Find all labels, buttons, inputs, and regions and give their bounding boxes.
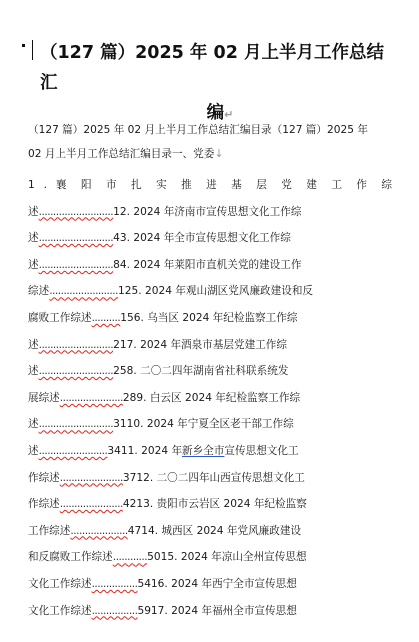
toc-text: 述 [28, 232, 39, 245]
toc-entry: 4213. 贵阳市云岩区 2024 年纪检监察 [122, 498, 307, 511]
toc-text: 腐败工作综述 [28, 311, 92, 324]
line-break-icon: ↓ [214, 147, 224, 160]
toc-entry: 12. 2024 年济南市宣传思想文化工作综 [113, 205, 302, 218]
toc-line[interactable] [28, 199, 392, 226]
toc-leader-dots: ............ [112, 551, 148, 564]
toc-line[interactable] [28, 518, 392, 545]
paragraph-marker [22, 44, 25, 47]
toc-intro[interactable] [28, 119, 390, 166]
toc-text: 作综述 [28, 498, 60, 511]
toc-leader-dots: .......................... [38, 338, 114, 351]
toc-text: 述 [28, 365, 39, 378]
toc-line[interactable] [28, 225, 392, 252]
title-line-2: 编 [206, 103, 225, 123]
toc-text: 述 [28, 205, 39, 218]
intro-line-1: （127 篇）2025 年 02 月上半月工作总结汇编目录（127 篇）2025 年 [28, 124, 368, 136]
toc-entry: 5015. 2024 年凉山全州宣传思想 [147, 551, 307, 564]
toc-text: 工作综述 [28, 524, 71, 537]
toc-leader-dots: .......................... [38, 232, 114, 245]
toc-entry: 84. 2024 年莱阳市直机关党的建设工作 [113, 258, 302, 271]
toc-entry: 5416. 2024 年西宁全市宣传思想 [137, 577, 297, 590]
toc-leader-dots: .................... [70, 524, 128, 537]
toc-line[interactable] [28, 438, 392, 465]
toc-text: 文化工作综述 [28, 604, 92, 617]
toc-entry: 156. 乌当区 2024 年纪检监察工作综 [120, 311, 298, 324]
text-cursor [32, 40, 33, 60]
toc-line[interactable] [28, 358, 392, 385]
toc-text: 述 [28, 418, 39, 431]
toc-leader-dots: ...................... [59, 498, 123, 511]
toc-entry: 宣传思想文化工 [224, 444, 299, 457]
toc-line[interactable] [28, 252, 392, 279]
toc-line[interactable] [28, 465, 392, 492]
toc-text: 述 [28, 444, 39, 457]
paragraph-mark-icon: ↵ [224, 108, 234, 121]
toc-text: 展综述 [28, 391, 60, 404]
toc-leader-dots: ........................ [49, 285, 119, 298]
toc-line[interactable] [28, 385, 392, 412]
toc-entry: 3712. 二〇二四年山西宣传思想文化工 [122, 471, 305, 484]
toc-line[interactable] [28, 544, 392, 571]
toc-leader-dots: ................ [91, 577, 138, 590]
toc-leader-dots: .......................... [38, 418, 114, 431]
toc-text: 1 . 襄 阳 市 扎 实 推 进 基 层 党 建 工 作 综 [28, 179, 392, 191]
toc-leader-dots: ................ [91, 604, 138, 617]
toc-line[interactable] [28, 332, 392, 359]
intro-line-2: 02 月上半月工作总结汇编目录一、党委 [28, 148, 215, 160]
toc-text: 作综述 [28, 471, 60, 484]
toc-leader-dots: .......................... [38, 205, 114, 218]
toc-entry: 125. 2024 年观山湖区党风廉政建设和反 [118, 285, 314, 298]
toc-text: 综述 [28, 285, 50, 298]
toc-leader-dots: ........................ [38, 444, 108, 457]
toc-entry: 3110. 2024 年宁夏全区老干部工作综 [113, 418, 294, 431]
toc-leader-dots: ...................... [59, 471, 123, 484]
toc-line[interactable] [28, 172, 392, 199]
toc-text: 述 [28, 258, 39, 271]
toc-entry: 5917. 2024 年福州全市宣传思想 [137, 604, 297, 617]
intro-line-2-wrap [28, 142, 390, 166]
toc-entry: 4714. 城西区 2024 年党风廉政建设 [127, 524, 302, 537]
toc-line[interactable] [28, 491, 392, 518]
toc-entry: 217. 2024 年酒泉市基层党建工作综 [113, 338, 287, 351]
toc-text: 和反腐败工作综述 [28, 551, 113, 564]
toc-line[interactable] [28, 571, 392, 598]
document-title[interactable] [40, 38, 390, 130]
toc-entry: 258. 二〇二四年湖南省社科联系统发 [113, 365, 289, 378]
toc-text: 文化工作综述 [28, 577, 92, 590]
toc-leader-dots: .......... [91, 311, 121, 324]
toc-leader-dots: ...................... [59, 391, 123, 404]
toc-text: 述 [28, 338, 39, 351]
toc-line[interactable] [28, 598, 392, 625]
table-of-contents [28, 172, 392, 624]
toc-leader-dots: .......................... [38, 258, 114, 271]
toc-line[interactable] [28, 278, 392, 305]
toc-line[interactable] [28, 411, 392, 438]
toc-entry: 3411. 2024 年 [107, 444, 183, 457]
toc-leader-dots: .......................... [38, 365, 114, 378]
toc-entry: 43. 2024 年全市宣传思想文化工作综 [113, 232, 291, 245]
title-line-1: （127 篇）2025 年 02 月上半月工作总结汇 [40, 43, 384, 93]
toc-entry: 289. 白云区 2024 年纪检监察工作综 [122, 391, 301, 404]
toc-line[interactable] [28, 305, 392, 332]
toc-entry-underlined: 新乡全市 [182, 444, 225, 457]
